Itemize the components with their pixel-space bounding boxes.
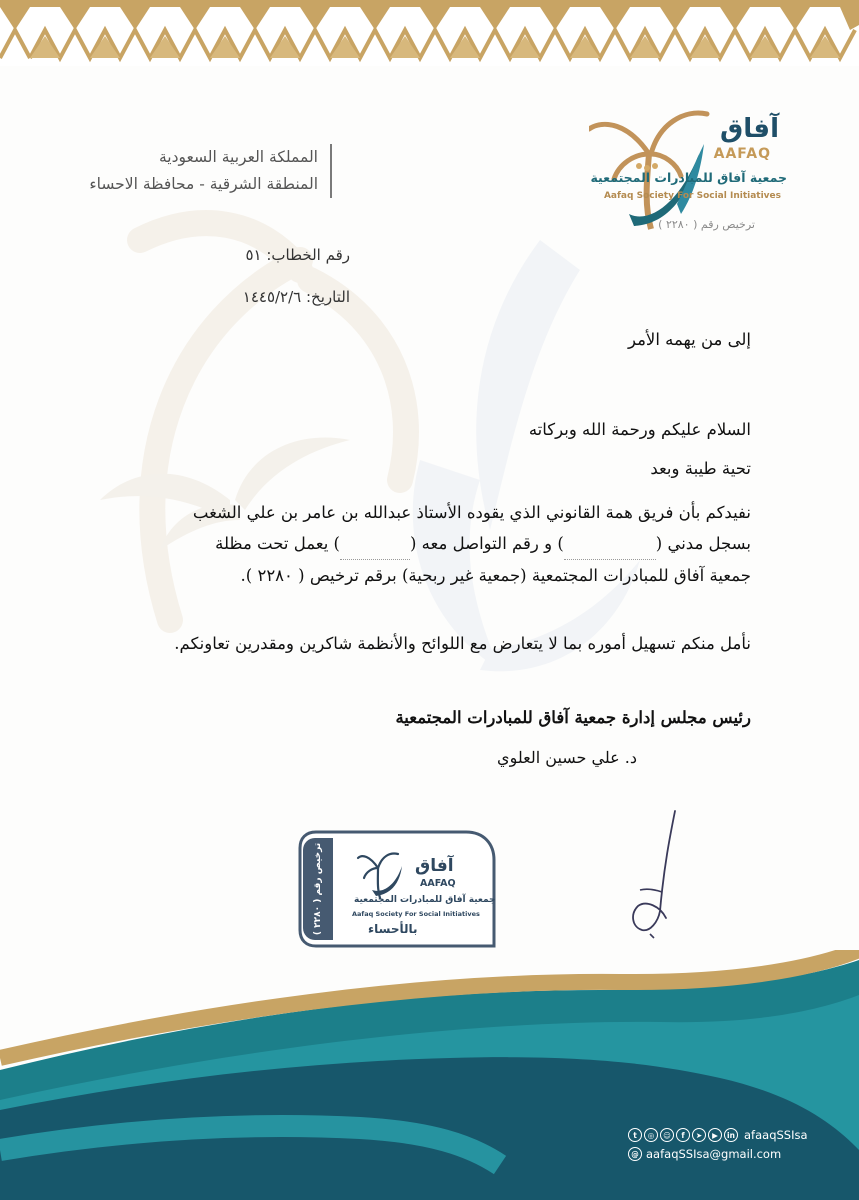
- social-links: [628, 1126, 808, 1144]
- linkedin-icon[interactable]: in: [724, 1128, 738, 1142]
- letter-body-line: جمعية آفاق للمبادرات المجتمعية (جمعية غير ربحية) برقم ترخيص ( ٢٢٨٠ ).: [240, 566, 751, 585]
- handwritten-signature: [620, 806, 700, 946]
- letter-body-line: [101, 528, 751, 560]
- letter-body-line: نفيدكم بأن فريق همة القانوني الذي يقوده الأستاذ عبدالله بن عامر بن علي الشغب: [192, 503, 751, 522]
- letter-number: رقم الخطاب: ٥١: [245, 246, 350, 264]
- facebook-icon[interactable]: f: [676, 1128, 690, 1142]
- letter-meta: [110, 234, 350, 318]
- signatory-name: د. علي حسين العلوي: [497, 748, 637, 767]
- kingdom-line: المملكة العربية السعودية: [158, 148, 318, 166]
- logo-text-ar: آفاق: [720, 114, 779, 144]
- social-handle[interactable]: afaaqSSIsa: [744, 1128, 808, 1142]
- telegram-icon[interactable]: ➤: [692, 1128, 706, 1142]
- stamp-logo-ar: آفاق: [415, 856, 454, 876]
- letter-greeting: تحية طيبة وبعد: [650, 459, 751, 478]
- redacted-id: [564, 528, 656, 560]
- stamp-city: بالأحساء: [368, 922, 418, 936]
- email-icon: @: [628, 1147, 642, 1161]
- footer-wave: [0, 950, 859, 1200]
- letter-closing: نأمل منكم تسهيل أموره بما لا يتعارض مع اللوائح والأنظمة شاكرين ومقدرين تعاونكم.: [174, 634, 751, 653]
- signatory-title: رئيس مجلس إدارة جمعية آفاق للمبادرات المجتمعية: [395, 708, 751, 727]
- letter-salutation: السلام عليكم ورحمة الله وبركاته: [528, 420, 751, 439]
- stamp-society-ar: جمعية آفاق للمبادرات المجتمعية: [354, 895, 496, 905]
- redacted-phone: [340, 528, 410, 560]
- stamp-society-en: Aafaq Society For Social Initiatives: [352, 910, 480, 918]
- snapchat-icon[interactable]: ☺: [660, 1128, 674, 1142]
- letter-recipient: إلى من يهمه الأمر: [627, 330, 751, 349]
- email-contact: [628, 1146, 781, 1162]
- top-pattern-border: [0, 0, 859, 66]
- twitter-icon[interactable]: t: [628, 1128, 642, 1142]
- region-line: المنطقة الشرقية - محافظة الاحساء: [89, 175, 318, 193]
- email-address[interactable]: aafaqSSIsa@gmail.com: [646, 1147, 782, 1161]
- instagram-icon[interactable]: ◎: [644, 1128, 658, 1142]
- youtube-icon[interactable]: ▶: [708, 1128, 722, 1142]
- letter-body: [101, 497, 751, 591]
- stamp-logo-en: AAFAQ: [420, 878, 456, 889]
- government-header: [72, 144, 332, 198]
- id-label: بسجل مدني (: [655, 534, 751, 553]
- umbrella-label: ) يعمل تحت مظلة: [215, 534, 340, 553]
- letter-date: التاريخ: ١٤٤٥/٢/٦: [242, 288, 350, 306]
- stamp-license: ترخيص رقم ( ٢٢٨٠ ): [312, 842, 323, 936]
- logo-text-en: AAFAQ: [713, 146, 771, 162]
- society-name-en: Aafaq Society For Social Initiatives: [603, 191, 781, 201]
- contact-label: ) و رقم التواصل معه (: [410, 534, 564, 553]
- license-number: ترخيص رقم ( ٢٢٨٠ ): [658, 218, 755, 231]
- society-name-ar: جمعية آفاق للمبادرات المجتمعية: [590, 170, 787, 185]
